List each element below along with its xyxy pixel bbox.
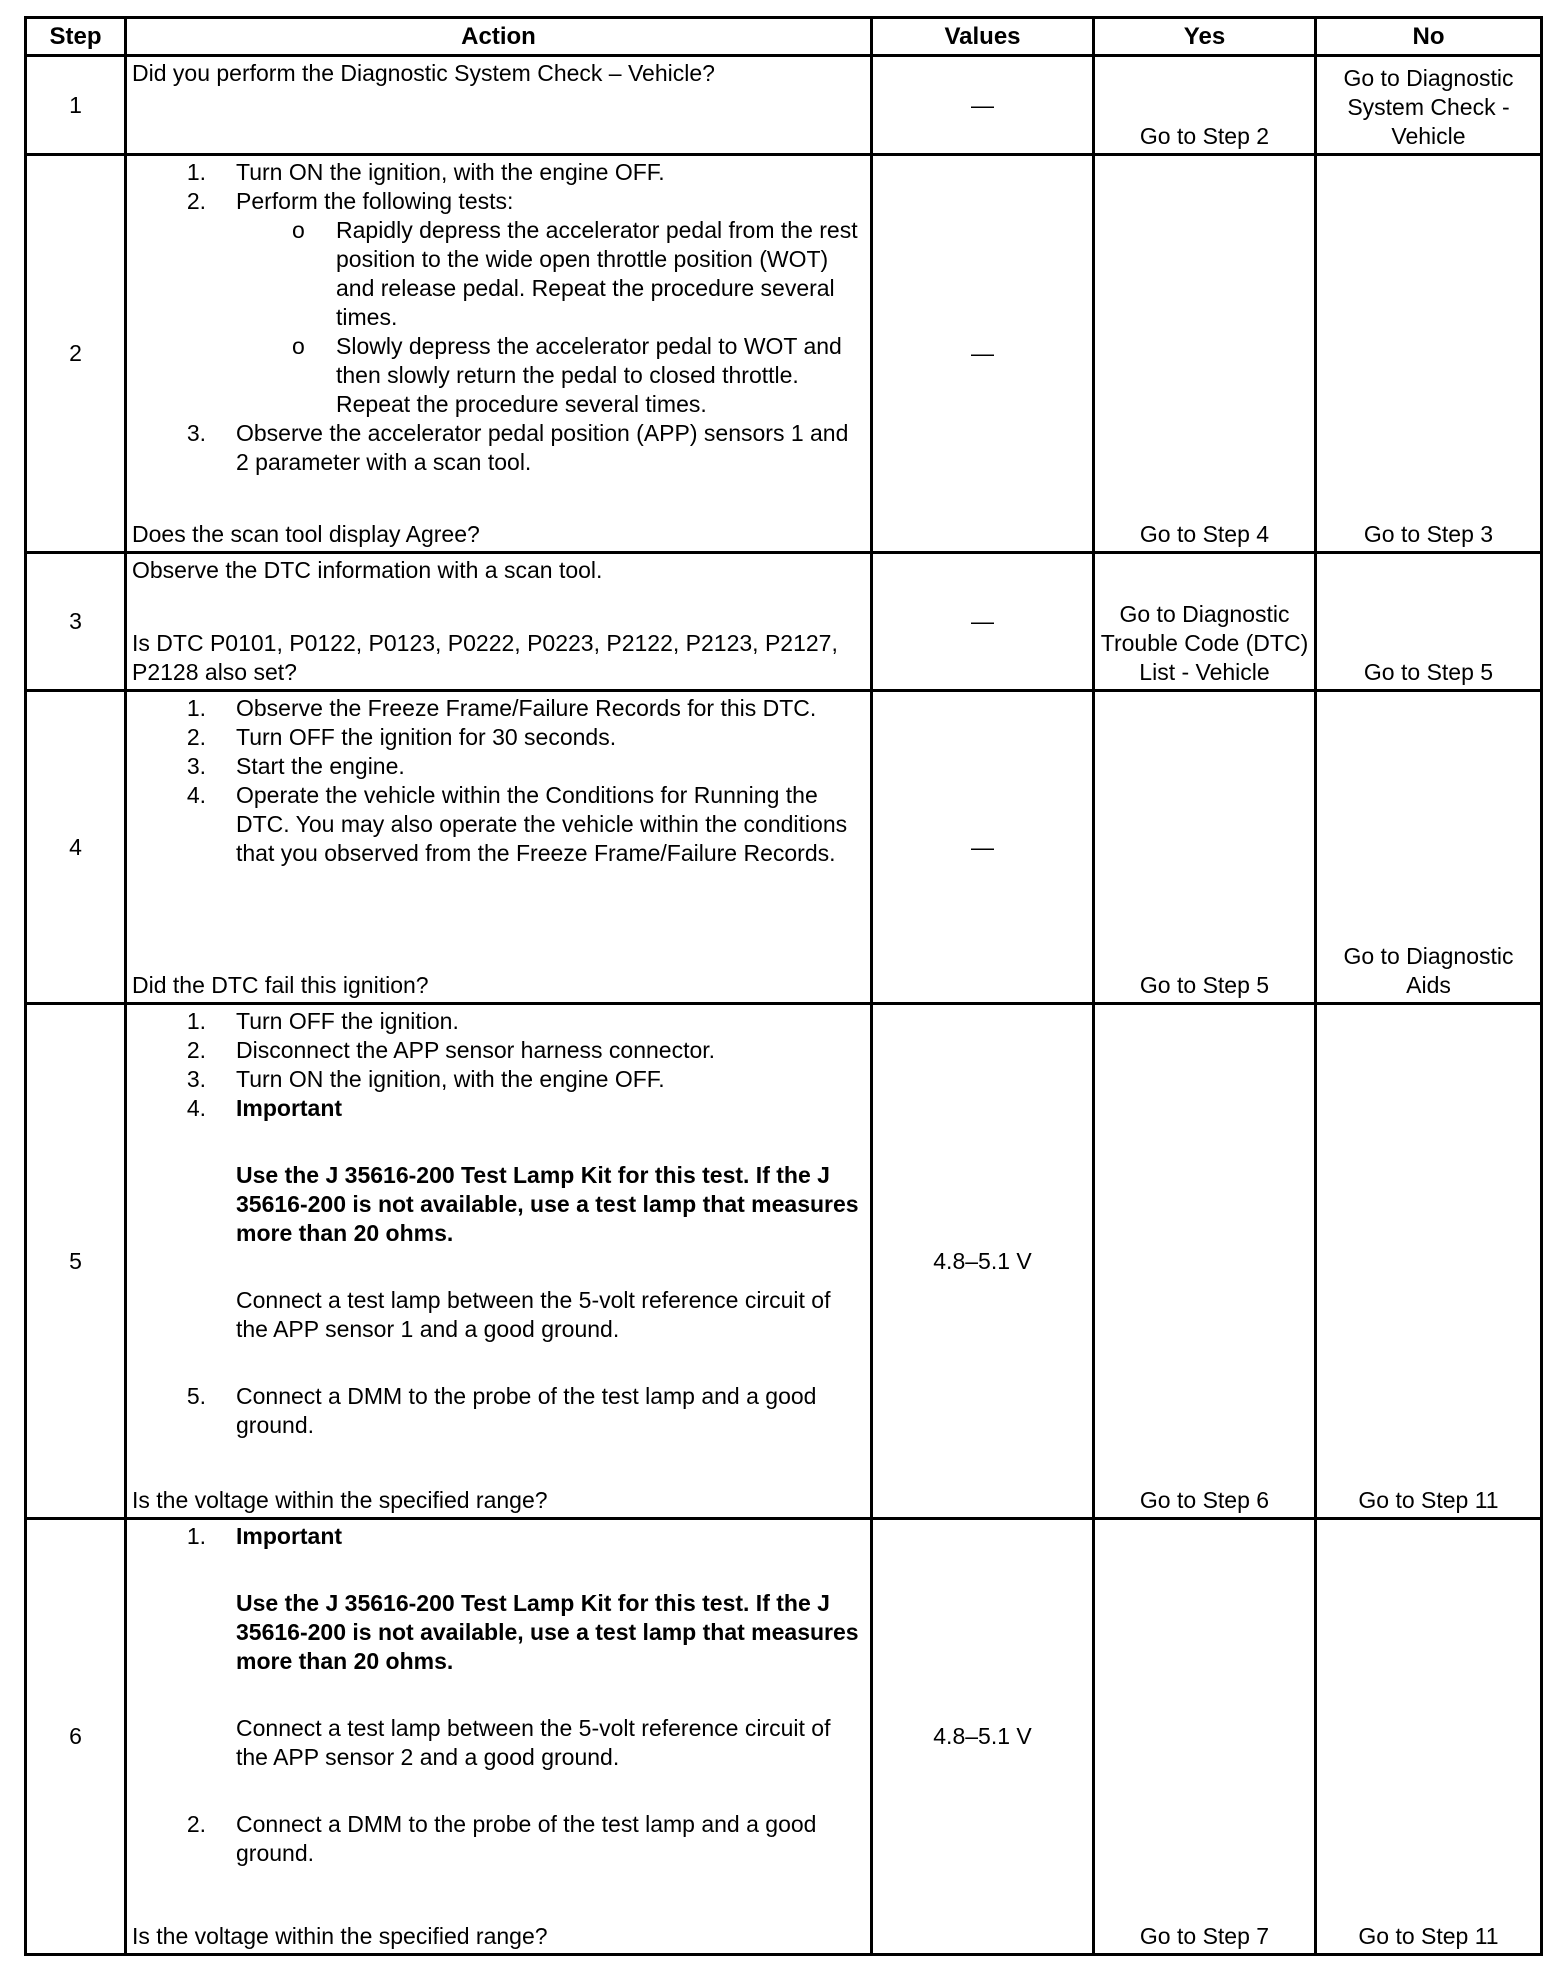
action-step: Connect a DMM to the probe of the test lamp and a good ground. bbox=[236, 1811, 817, 1866]
table-row bbox=[26, 691, 1542, 1004]
no-cell: Go to Step 5 bbox=[1316, 553, 1542, 691]
yes-cell: Go to Step 4 bbox=[1094, 155, 1316, 553]
action-step: Operate the vehicle within the Conditions for Running the DTC. You may also operate the vehicle within the conditions that you observed from the Freeze Frame/Failure Records. bbox=[236, 782, 848, 866]
action-step: Turn OFF the ignition. bbox=[236, 1008, 459, 1034]
header-values: Values bbox=[872, 18, 1094, 56]
values-cell: — bbox=[872, 553, 1094, 691]
action-step: Disconnect the APP sensor harness connector. bbox=[236, 1037, 716, 1063]
values-cell: — bbox=[872, 691, 1094, 1004]
important-warning: Use the J 35616-200 Test Lamp Kit for this test. If the J 35616-200 is not available, use a test lamp that measures more than 20 ohms. bbox=[236, 1162, 859, 1246]
sub-steps bbox=[236, 216, 865, 419]
no-cell: Go to Step 11 bbox=[1316, 1519, 1542, 1955]
header-no: No bbox=[1316, 18, 1542, 56]
action-step: Connect a DMM to the probe of the test lamp and a good ground. bbox=[236, 1383, 817, 1438]
action-question: Is the voltage within the specified range? bbox=[132, 1923, 548, 1949]
diagnostic-table bbox=[24, 16, 1543, 1956]
important-title: Important bbox=[236, 1095, 343, 1121]
no-cell: Go to Diagnostic Aids bbox=[1316, 691, 1542, 1004]
values-cell: — bbox=[872, 155, 1094, 553]
action-question: Does the scan tool display Agree? bbox=[132, 521, 480, 547]
action-cell bbox=[126, 56, 872, 155]
action-step-text: Connect a test lamp between the 5-volt reference circuit of the APP sensor 1 and a good ground. bbox=[236, 1287, 831, 1342]
sub-step: o Rapidly depress the accelerator pedal from the rest position to the wide open throttle position (WOT) and release pedal. Repeat the procedure several times. bbox=[336, 216, 865, 332]
action-step: Turn ON the ignition, with the engine OFF. bbox=[236, 159, 665, 185]
important-warning: Use the J 35616-200 Test Lamp Kit for this test. If the J 35616-200 is not available, use a test lamp that measures more than 20 ohms. bbox=[236, 1590, 859, 1674]
action-question: Is DTC P0101, P0122, P0123, P0222, P0223, P2122, P2123, P2127, P2128 also set? bbox=[132, 630, 838, 685]
no-cell: Go to Step 3 bbox=[1316, 155, 1542, 553]
action-step: Turn OFF the ignition for 30 seconds. bbox=[236, 724, 617, 750]
action-step: Start the engine. bbox=[236, 753, 405, 779]
action-step: Turn ON the ignition, with the engine OFF. bbox=[236, 1066, 665, 1092]
yes-cell: Go to Step 6 bbox=[1094, 1004, 1316, 1519]
table-row bbox=[26, 1519, 1542, 1955]
action-question: Is the voltage within the specified range? bbox=[132, 1487, 548, 1513]
action-steps bbox=[132, 1522, 865, 1868]
action-step bbox=[236, 1094, 865, 1344]
action-cell bbox=[126, 1004, 872, 1519]
yes-cell: Go to Diagnostic Trouble Code (DTC) List - Vehicle bbox=[1094, 553, 1316, 691]
header-row bbox=[26, 18, 1542, 56]
action-steps bbox=[132, 694, 865, 868]
table-row bbox=[26, 155, 1542, 553]
yes-cell: Go to Step 7 bbox=[1094, 1519, 1316, 1955]
action-cell bbox=[126, 155, 872, 553]
action-step bbox=[236, 187, 865, 419]
yes-cell: Go to Step 2 bbox=[1094, 56, 1316, 155]
step-number: 5 bbox=[26, 1004, 126, 1519]
action-question: Did the DTC fail this ignition? bbox=[132, 972, 429, 998]
step-number: 2 bbox=[26, 155, 126, 553]
no-cell: Go to Diagnostic System Check - Vehicle bbox=[1316, 56, 1542, 155]
step-number: 4 bbox=[26, 691, 126, 1004]
table-row bbox=[26, 553, 1542, 691]
step-number: 1 bbox=[26, 56, 126, 155]
table-row bbox=[26, 56, 1542, 155]
no-cell: Go to Step 11 bbox=[1316, 1004, 1542, 1519]
header-yes: Yes bbox=[1094, 18, 1316, 56]
action-cell bbox=[126, 691, 872, 1004]
header-action: Action bbox=[126, 18, 872, 56]
action-step-text: Connect a test lamp between the 5-volt reference circuit of the APP sensor 2 and a good ground. bbox=[236, 1715, 831, 1770]
action-question: Did you perform the Diagnostic System Check – Vehicle? bbox=[132, 60, 715, 86]
step-number: 6 bbox=[26, 1519, 126, 1955]
action-steps bbox=[132, 1007, 865, 1440]
action-step bbox=[236, 1522, 865, 1772]
sub-step: o Slowly depress the accelerator pedal to WOT and then slowly return the pedal to closed throttle. Repeat the procedure several times. bbox=[336, 332, 865, 419]
action-step-text: Perform the following tests: bbox=[236, 188, 514, 214]
action-cell bbox=[126, 553, 872, 691]
step-number: 3 bbox=[26, 553, 126, 691]
important-title: Important bbox=[236, 1523, 343, 1549]
values-cell: 4.8–5.1 V bbox=[872, 1519, 1094, 1955]
action-cell bbox=[126, 1519, 872, 1955]
yes-cell: Go to Step 5 bbox=[1094, 691, 1316, 1004]
action-intro: Observe the DTC information with a scan tool. bbox=[132, 557, 603, 583]
values-cell: — bbox=[872, 56, 1094, 155]
values-cell: 4.8–5.1 V bbox=[872, 1004, 1094, 1519]
table-row bbox=[26, 1004, 1542, 1519]
action-steps bbox=[132, 158, 865, 477]
action-step: Observe the Freeze Frame/Failure Records for this DTC. bbox=[236, 695, 817, 721]
action-step: Observe the accelerator pedal position (APP) sensors 1 and 2 parameter with a scan tool. bbox=[236, 420, 849, 475]
header-step: Step bbox=[26, 18, 126, 56]
